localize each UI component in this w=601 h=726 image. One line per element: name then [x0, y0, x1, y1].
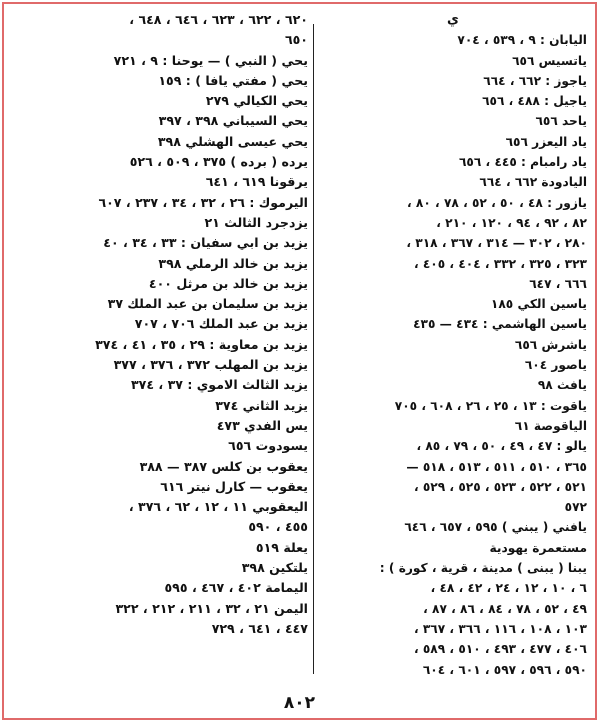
index-entry: يزيد بن عبد الملك ٧٠٦ ، ٧٠٧	[134, 316, 308, 332]
index-entry: ياحد ٦٥٦	[535, 114, 587, 129]
index-entry: ٤٤٧ ، ٦٤١ ، ٧٢٩	[211, 620, 308, 636]
index-entry: اليادودة ٦٦٢ ، ٦٦٤	[479, 175, 587, 190]
index-entry: ١٠٣ ، ١٠٨ ، ١١٦ ، ٣٦٦ ، ٣٦٧ ،	[413, 621, 587, 636]
index-entry: اليابان : ٩ ، ٥٣٩ ، ٧٠٤	[457, 33, 587, 48]
index-entry: يزيد بن خالد بن مرثل ٤٠٠	[148, 275, 308, 291]
index-entry: يزيد الثاني ٣٧٤	[215, 397, 308, 413]
index-entry: ياد رامبام : ٤٤٥ ، ٦٥٦	[458, 155, 587, 170]
index-entry: ٦٢٠ ، ٦٢٢ ، ٦٢٣ ، ٦٤٦ ، ٦٤٨ ،	[129, 12, 308, 27]
index-entry: يازور : ٤٨ ، ٥٠ ، ٥٢ ، ٧٨ ، ٨٠ ،	[407, 195, 587, 210]
section-letter: ي	[447, 12, 459, 27]
index-entry: ياسين الكي ١٨٥	[490, 297, 587, 312]
index-entry: يعلة ٥١٩	[255, 539, 308, 555]
index-entry: يلتكين ٣٩٨	[241, 560, 308, 576]
index-entry: ياسين الهاشمي : ٤٣٤ — ٤٣٥	[413, 317, 587, 332]
index-entry: يزيد الثالث الاموي : ٣٧ ، ٣٧٤	[130, 377, 308, 393]
index-entry: ٦٥٠	[284, 32, 308, 48]
index-entry: مستعمرة يهودية	[489, 540, 587, 555]
index-entry: يحي عيسى الهشلي ٣٩٨	[157, 133, 308, 149]
index-entry: ٨٢ ، ٩٢ ، ٩٤ ، ١٢٠ ، ٢١٠ ،	[436, 215, 587, 230]
index-entry: يعقوب بن كلس ٣٨٧ — ٣٨٨	[139, 458, 308, 474]
index-entry: ٥٩٠ ، ٥٩٦ ، ٥٩٧ ، ٦٠١ ، ٦٠٤	[422, 662, 587, 677]
index-entry: ٣٢٣ ، ٣٢٥ ، ٣٣٢ ، ٤٠٤ ، ٤٠٥ ،	[413, 256, 587, 271]
index-entry: يزيد بن المهلب ٣٧٢ ، ٣٧٦ ، ٣٧٧	[113, 357, 308, 373]
index-entry: ٥٢١ ، ٥٢٢ ، ٥٢٣ ، ٥٢٥ ، ٥٢٩ ،	[413, 479, 587, 494]
index-entry: يافني ( يبني ) ٥٩٥ ، ٦٥٧ ، ٦٤٦	[404, 520, 587, 535]
index-entry: يسودوت ٦٥٦	[228, 438, 308, 454]
page-number: ٨٠٢	[283, 693, 316, 713]
index-entry: يعقوب — كارل نيتر ٦١٦	[160, 478, 308, 494]
index-entry: يزيد بن سليمان بن عبد الملك ٣٧	[107, 296, 308, 312]
left-column-entries	[12, 10, 308, 639]
index-entry: ٤٠٦ ، ٤٧٧ ، ٤٩٣ ، ٥١٠ ، ٥٨٩ ،	[413, 642, 587, 657]
index-entry: ٦ ، ١٠ ، ١٢ ، ٢٤ ، ٤٢ ، ٤٨ ،	[430, 581, 587, 596]
index-entry: يبنا ( يبنى ) مدينة ، قرية ، كورة ) :	[379, 561, 587, 576]
index-entry: يحي الكيالي ٢٧٩	[205, 93, 308, 109]
index-entry: اليرموك : ٢٦ ، ٣٢ ، ٣٤ ، ٢٣٧ ، ٦٠٧	[98, 194, 308, 210]
index-entry: ياقوت : ١٣ ، ٢٥ ، ٢٦ ، ٦٠٨ ، ٧٠٥	[394, 398, 587, 413]
index-entry: اليعقوبي ١١ ، ١٢ ، ٦٢ ، ٣٧٦ ،	[128, 499, 308, 515]
index-entry: يحي ( مفتي يافا ) : ١٥٩	[158, 72, 308, 88]
right-column-entries	[319, 30, 587, 680]
index-entry: ياصور ٦٠٤	[524, 358, 587, 373]
index-entry: ٦٦٦ ، ٦٤٧	[529, 276, 587, 291]
index-entry: يافث ٩٨	[537, 378, 587, 393]
index-entry: يحي السيباني ٣٩٨ ، ٣٩٧	[158, 113, 308, 129]
index-entry: ياشرش ٦٥٦	[514, 337, 587, 352]
index-entry: يزيد بن معاوية : ٢٩ ، ٣٥ ، ٤١ ، ٣٧٤	[95, 336, 308, 352]
left-column	[12, 10, 308, 639]
index-entry: ياجيل : ٤٨٨ ، ٦٥٦	[482, 94, 587, 109]
index-entry: يحي ( النبي ) — يوحنا : ٩ ، ٧٢١	[113, 52, 308, 68]
index-entry: ٣٦٥ ، ٥١٠ ، ٥١١ ، ٥١٣ ، ٥١٨ —	[406, 459, 587, 474]
index-entry: اليمامة ٤٠٢ ، ٤٦٧ ، ٥٩٥	[164, 580, 308, 596]
index-entry: ياد اليعزر ٦٥٦	[505, 134, 587, 149]
index-entry: يرده ( برده ) ٣٧٥ ، ٥٠٩ ، ٥٢٦	[129, 154, 308, 170]
index-entry: ٥٧٢	[564, 500, 587, 515]
right-column	[319, 10, 587, 680]
index-entry: يزيد بن خالد الرملي ٣٩٨	[158, 255, 308, 271]
index-entry: ٤٩ ، ٥٢ ، ٧٨ ، ٨٤ ، ٨٦ ، ٨٧ ،	[423, 601, 587, 616]
index-entry: ٤٥٥ ، ٥٩٠	[248, 519, 308, 535]
index-entry: يس الفدي ٤٧٣	[216, 417, 308, 433]
book-page	[2, 2, 597, 720]
index-entry: يزدجرد الثالث ٢١	[204, 214, 308, 230]
column-divider	[313, 24, 314, 674]
index-entry: الياقوصة ٦١	[514, 418, 587, 433]
index-entry: ٢٨٠ ، ٣٠٢ — ٣١٤ ، ٣٦٧ ، ٣١٨ ،	[406, 236, 587, 251]
index-entry: اليمن ٢١ ، ٣٢ ، ٢١١ ، ٢١٢ ، ٣٢٢	[115, 600, 308, 616]
index-entry: يالو : ٤٧ ، ٤٩ ، ٥٠ ، ٧٩ ، ٨٥ ،	[416, 439, 587, 454]
index-entry: يزيد بن ابي سفيان : ٣٣ ، ٣٤ ، ٤٠	[103, 235, 308, 251]
index-entry: ياتسيس ٦٥٦	[512, 53, 587, 68]
index-entry: يرقونا ٦١٩ ، ٦٤١	[205, 174, 308, 190]
index-entry: ياجوز : ٦٦٢ ، ٦٦٤	[483, 73, 587, 88]
